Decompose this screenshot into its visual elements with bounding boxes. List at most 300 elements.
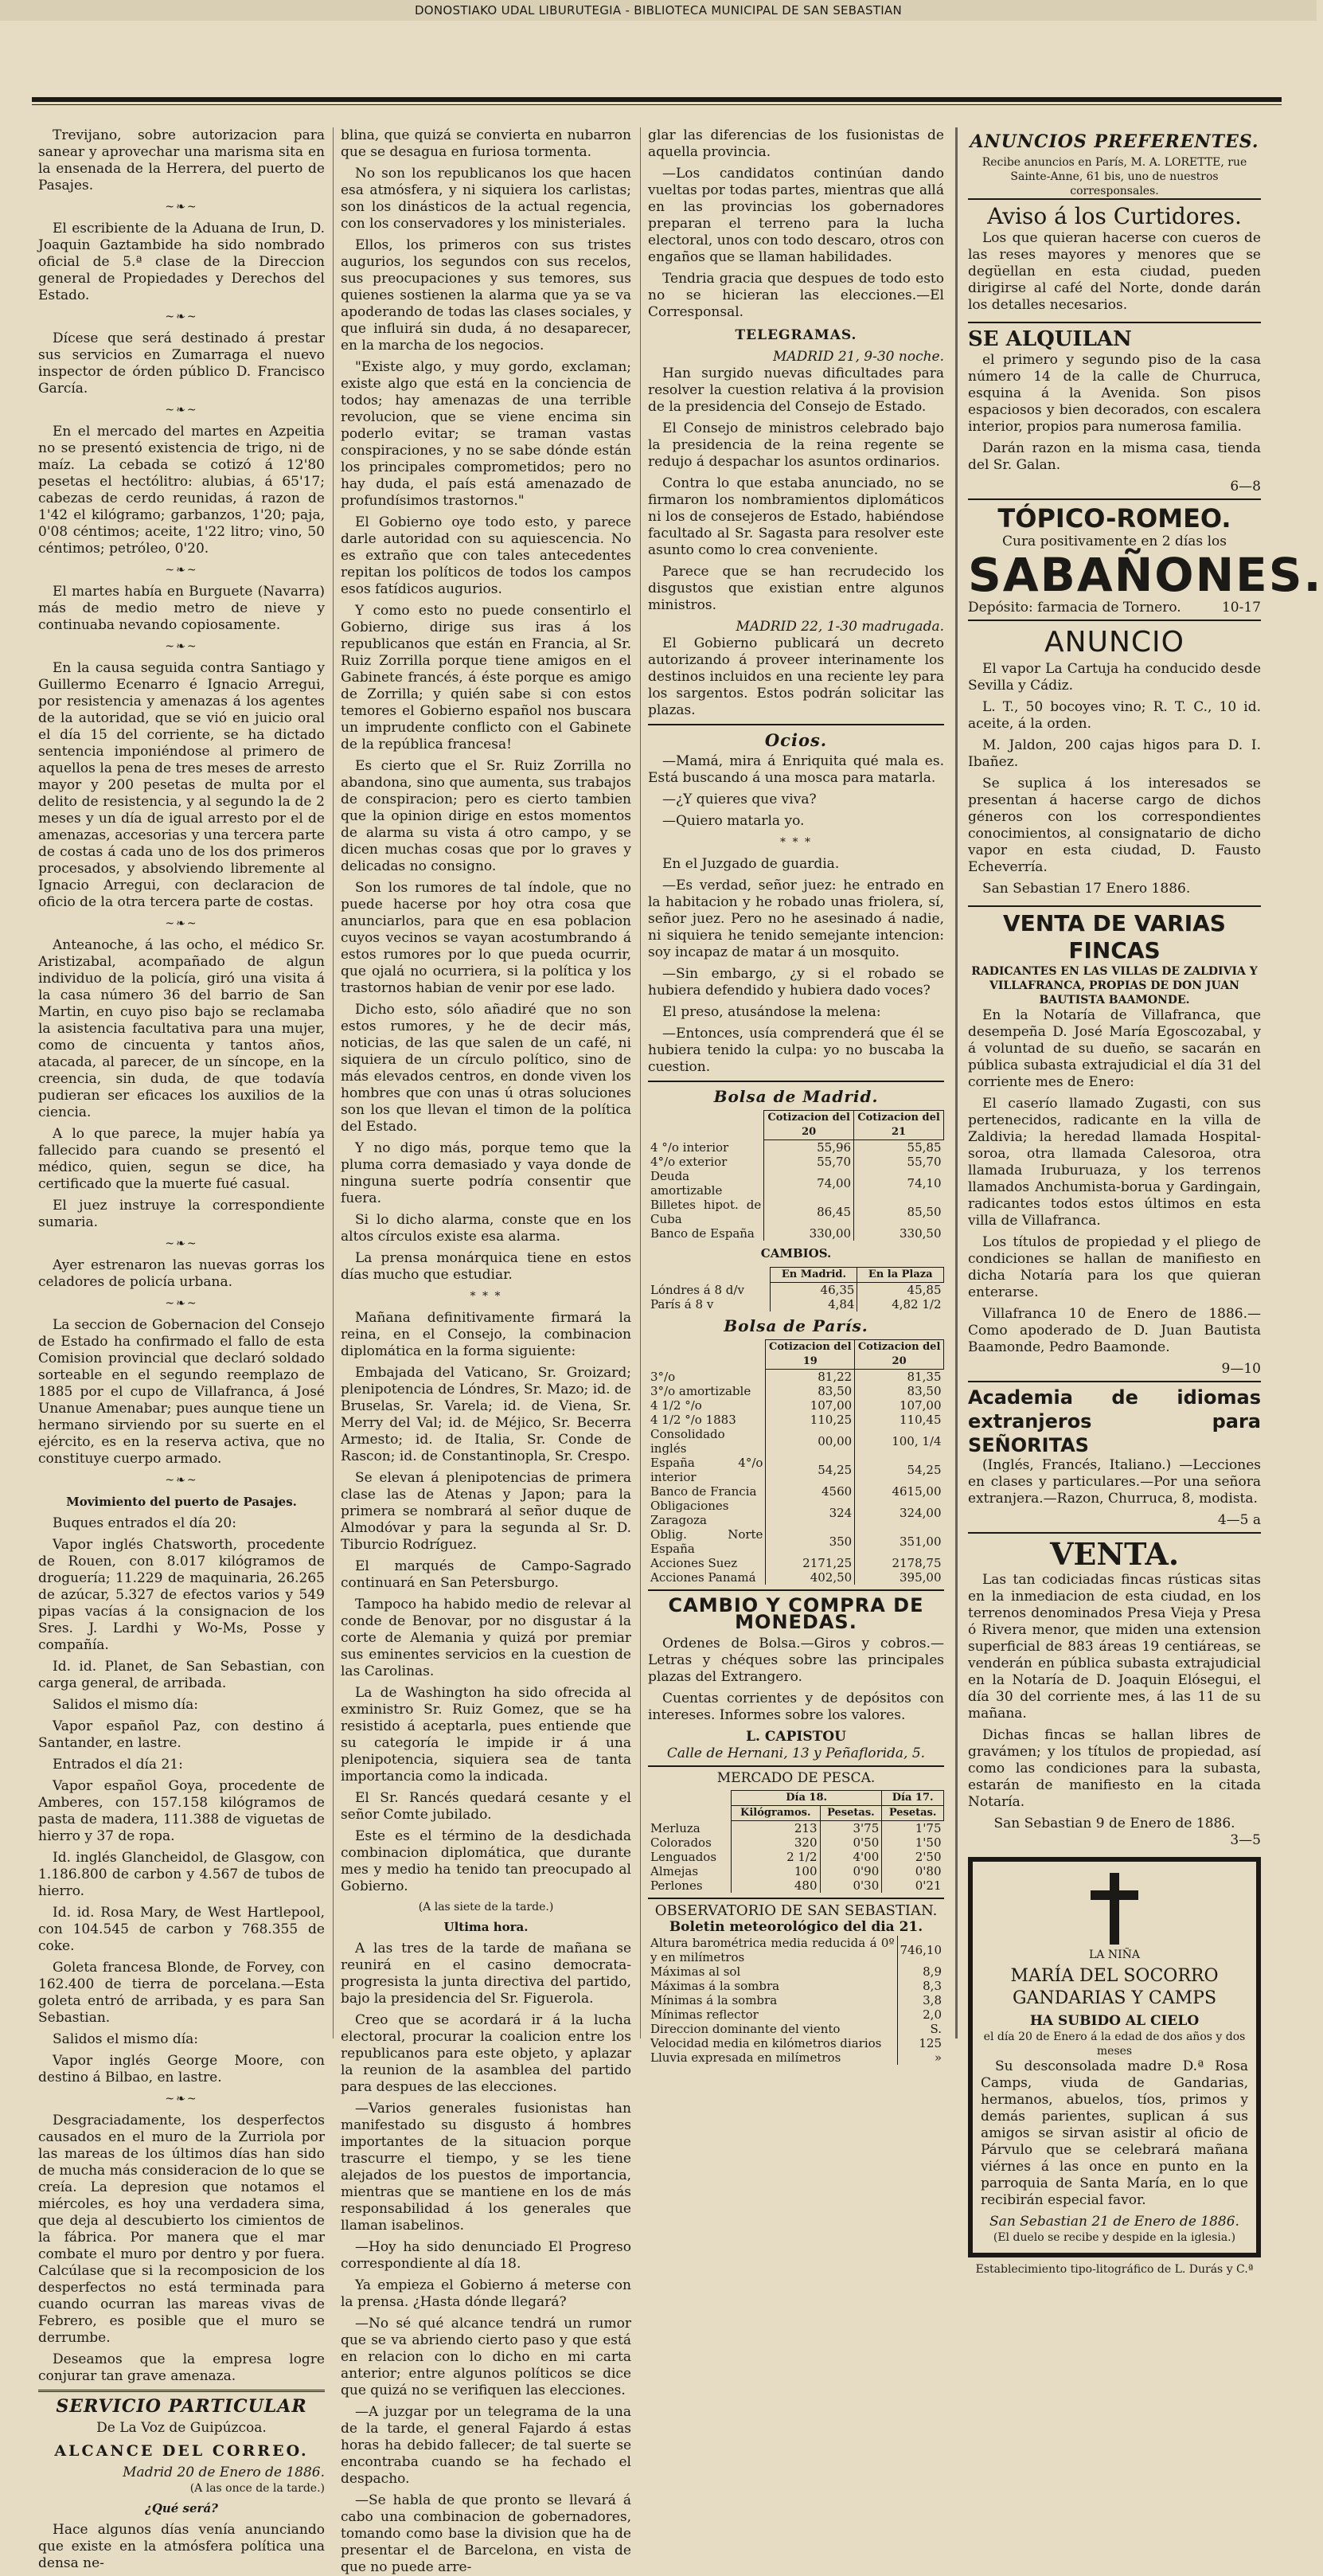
ad-text: Cura positivamente en 2 días los — [1002, 534, 1227, 549]
ad-title: TÓPICO-ROMEO. — [997, 503, 1231, 534]
separator: ~❧~ — [165, 2093, 198, 2105]
ad-ref: 9—10 — [1221, 1361, 1261, 1377]
ad-text: el primero y segundo piso de la casa número 14 de la calle de Churruca, esquina á la Avenida. Son pisos espaciosos y bien decorados, con escalera interior, propios para numerosa familia. — [968, 352, 1261, 435]
table-row — [648, 1835, 944, 1850]
table-row — [648, 1979, 944, 1993]
row-value: 330,00 — [764, 1226, 854, 1241]
dateline: MADRID 22, 1-30 madrugada. — [736, 619, 944, 635]
table-row — [648, 1936, 944, 1964]
row-value: 46,35 — [771, 1283, 857, 1298]
table-row — [648, 2036, 944, 2050]
separator: ~❧~ — [165, 917, 198, 930]
separator: ~❧~ — [165, 1237, 198, 1250]
row-value: 55,70 — [854, 1155, 944, 1169]
table-row — [648, 1398, 944, 1413]
news-paragraph: Y no digo más, porque temo que la pluma corra demasiado y vaya donde de ninguna suerte podría consentir que fuera. — [341, 1140, 631, 1206]
row-label: Oblig. Norte España — [650, 1527, 763, 1556]
row-label: Perlones — [650, 1878, 703, 1893]
obit-name: MARÍA DEL SOCORRO GANDARIAS Y CAMPS — [1010, 1966, 1219, 2008]
section-title: SERVICIO PARTICULAR — [56, 2396, 307, 2417]
ad-text: Darán razon en la misma casa, tienda del Sr. Galan. — [968, 440, 1261, 473]
row-value: 110,45 — [855, 1413, 944, 1427]
row-value: 55,70 — [764, 1155, 854, 1169]
row-value: 350 — [766, 1527, 855, 1556]
row-value: 4560 — [766, 1484, 855, 1499]
row-value: 402,50 — [766, 1570, 855, 1585]
table-row — [648, 1413, 944, 1427]
row-label: 4°/o exterior — [650, 1155, 728, 1169]
obit-text: Su desconsolada madre D.ª Rosa Camps, viuda de Gandarias, hermanos, abuelos, tíos, primos y demás parientes, suplican á sus amigos se sirvan asistir al oficio de Párvulo que se celebrará mañana viérnes á las once en punto en la parroquia de Santa María, en lo que recibirán especial favor. — [981, 2058, 1248, 2208]
row-label: Velocidad media en kilómetros diarios — [650, 2036, 882, 2050]
obit-label: HA SUBIDO AL CIELO — [1029, 2013, 1200, 2029]
section-title: OBSERVATORIO DE SAN SEBASTIAN. — [654, 1902, 938, 1919]
obituary — [968, 1857, 1261, 2257]
news-paragraph: El Gobierno publicará un decreto autorizando á proveer interinamente los destinos incluidos en una reciente ley para los sargentos. Estos podrán solicitar las plazas. — [648, 635, 944, 718]
row-value: 125 — [897, 2036, 944, 2050]
row-value: 100 — [732, 1864, 820, 1878]
row-label: Máximas á la sombra — [650, 1979, 780, 1993]
dateline: (A las siete de la tarde.) — [418, 1901, 554, 1913]
news-paragraph: —No sé qué alcance tendrá un rumor que se va abriendo cierto paso y que está en relacion con lo dicho en mi carta anterior; entre algunos políticos se dice que quizá no se verifiquen las elecciones. — [341, 2316, 631, 2398]
dateline: Madrid 20 de Enero de 1886. — [123, 2465, 325, 2480]
column-3 — [648, 127, 944, 2065]
row-label: 3°/o amortizable — [650, 1384, 751, 1398]
rule — [38, 2390, 325, 2392]
table-row — [648, 1140, 944, 1155]
column-header: Día 17. — [882, 1791, 944, 1806]
news-paragraph: En el mercado del martes en Azpeitia no se presentó existencia de trigo, ni de maíz. La cebada se cotizó á 12'80 pesetas el hectólitro: alubias, á 65'17; cabezas de cerdo reunidas, á razon de 1'42 el kilógramo; garbanzos, 1'20; paja, 0'08 céntimos; aceite, 1'22 litro; vino, 50 céntimos; petróleo, 0'20. — [38, 424, 325, 557]
news-paragraph: Se elevan á plenipotencias de primera clase las de Atenas y Japon; para la primera se nombrará al señor duque de Almodóvar y para la segunda al Sr. D. Tiburcio Rodríguez. — [341, 1470, 631, 1553]
news-paragraph: A lo que parece, la mujer había ya fallecido para cuando se presentó el médico, quien, segun se dice, ha certificado que la muerte fué casual. — [38, 1126, 325, 1192]
column-header: En la Plaza — [857, 1268, 944, 1283]
table-row — [648, 1878, 944, 1893]
news-paragraph: La seccion de Gobernacion del Consejo de Estado ha confirmado el fallo de esta Comision provincial que declaró soldado sorteable en el segundo reemplazo de 1885 por el cupo de Villafranca, á José Unanue Amenabar; pues aunque tiene un hermano sirviendo por su suerte en el ejército, es en la reserva activa, que no constituye cuerpo armado. — [38, 1317, 325, 1467]
news-paragraph: El marqués de Campo-Sagrado continuará en San Petersburgo. — [341, 1558, 631, 1591]
news-paragraph: Id. id. Planet, de San Sebastian, con carga general, de arribada. — [38, 1659, 325, 1691]
news-paragraph: Tendria gracia que despues de todo esto no se hicieran las elecciones.—El Corresponsal. — [648, 271, 944, 320]
news-paragraph: blina, que quizá se convierta en nubarron que se desagua en furiosa tormenta. — [341, 127, 631, 160]
ad-ref: 6—8 — [1230, 479, 1261, 494]
news-paragraph: Id. inglés Glancheidol, de Glasgow, con 1.186.800 de carbon y 4.567 de tubos de hierro. — [38, 1850, 325, 1899]
news-paragraph: Es cierto que el Sr. Ruiz Zorrilla no abandona, sino que aumenta, sus trabajos de conspiracion; pero es cierto tambien que la opinion dirige en estos momentos de alarma su vista á otro campo, y se dicen muchas cosas que por lo graves y delicadas no consigno. — [341, 758, 631, 874]
news-paragraph: —Se habla de que pronto se llevará á cabo una combinacion de gobernadores, tomando como base la division que ha de presentar el de Barcelona, en vista de que no puede arre- — [341, 2492, 631, 2575]
ad-name: L. CAPISTOU — [746, 1729, 846, 1745]
ad-headline: SABAÑONES. — [968, 548, 1323, 602]
ad-ref: 3—5 — [1230, 1832, 1261, 1848]
row-value: 54,25 — [855, 1456, 944, 1484]
news-paragraph: "Existe algo, y muy gordo, exclaman; existe algo que está en la conciencia de todos; hay amenazas de una terrible revolucion, que se viene encima sin poderlo evitar; se traman vastas conspiraciones, y no se sabe dónde están los principales comprometidos; pero no hay duda, el país está amenazado de profundísimos trastornos." — [341, 359, 631, 509]
news-paragraph: Desgraciadamente, los desperfectos causados en el muro de la Zurriola por las mareas de los últimos días han sido de mucha más consideracion de lo que se creía. La depresion que notamos el miércoles, es hoy una verdadera sima, que deja al descubierto los cimientos de la fábrica. Por manera que el mar combate el muro por dentro y por fuera. Calcúlase que si la recomposicion de los desperfectos no está terminada para cuando ocurran las mareas vivas de Febrero, es posible que el muro se derrumbe. — [38, 2113, 325, 2346]
table-row — [648, 1864, 944, 1878]
table-row — [648, 2007, 944, 2022]
news-paragraph: Y como esto no puede consentirlo el Gobierno, dirige sus iras á los republicanos que están en Francia, al Sr. Ruiz Zorrilla porque tiene amigos en el Gabinete francés, á éste porque es amigo de Zorrilla; y quién sabe si con estos temores el Gobierno español nos buscara un imprudente conflicto con el Gabinete de la república francesa! — [341, 603, 631, 752]
news-paragraph: En el Juzgado de guardia. — [662, 856, 840, 872]
row-label: Banco de España — [650, 1226, 755, 1241]
row-value: 0'21 — [882, 1878, 944, 1893]
row-value: 107,00 — [766, 1398, 855, 1413]
table-row — [648, 1484, 944, 1499]
section-title: ¿Qué será? — [145, 2501, 218, 2515]
ad-text: Cuentas corrientes y de depósitos con intereses. Informes sobre los valores. — [648, 1691, 944, 1723]
separator: ~❧~ — [165, 311, 198, 323]
ad-text: Se suplica á los interesados se presentan á hacerse cargo de dichos géneros con los correspondientes conocimientos, al consignatario de dicho vapor en esta ciudad, D. Fausto Echeverría. — [968, 776, 1261, 875]
news-paragraph: Contra lo que estaba anunciado, no se firmaron los nombramientos diplomáticos ni los de consejeros de Estado, habiéndose facultado al Sr. Sagasta para resolver este asunto como lo crea conveniente. — [648, 475, 944, 558]
top-rule — [32, 97, 1282, 102]
obit-label: LA NIÑA — [1089, 1949, 1140, 1961]
section-title: TELEGRAMAS. — [735, 327, 857, 343]
dateline: (A las once de la tarde.) — [189, 2482, 325, 2495]
news-paragraph: Vapor español Goya, procedente de Amberes, con 157.158 kilógramos de pasta de madera, 111.388 de viguetas de hierro y 37 de ropa. — [38, 1778, 325, 1844]
section-subtitle: De La Voz de Guipúzcoa. — [96, 2420, 267, 2436]
news-paragraph: Ayer estrenaron las nuevas gorras los celadores de policía urbana. — [38, 1257, 325, 1290]
news-paragraph: El Sr. Rancés quedará cesante y el señor Comte jubilado. — [341, 1790, 631, 1823]
news-paragraph: Salidos el mismo día: — [53, 2031, 199, 2047]
ad-title: SE ALQUILAN — [968, 327, 1132, 351]
ad-text: El caserío llamado Zugasti, con sus pertenecidos, radicante en la villa de Zaldivia; la heredad llamada Hospital-soroa, otra llamada Calesoroa, otra llamada Iruburuaza, y los terrenos llamados Anchumista-borua y Gardingain, radicantes todos estos últimos en esta villa de Villafranca. — [968, 1096, 1261, 1229]
table-row — [648, 1993, 944, 2007]
row-value: 0'90 — [820, 1864, 882, 1878]
news-paragraph: A las tres de la tarde de mañana se reunirá en el casino democrata-progresista la junta directiva del partido, bajo la presidencia del Sr. Figuerola. — [341, 1941, 631, 2007]
separator: ~❧~ — [165, 640, 198, 653]
news-paragraph: Dicho esto, sólo añadiré que no son estos rumores, y he de decir más, noticias, de las que salen de un café, ni siquiera de un círculo político, sino de más elevados centros, en donde viven los hombres que con unas ú otras soluciones son los que llevan el timon de la política del Estado. — [341, 1002, 631, 1135]
row-label: 4 °/o interior — [650, 1139, 729, 1155]
news-paragraph: —Entonces, usía comprenderá que él se hubiera tenido la culpa: yo no buscaba la cuestion. — [648, 1026, 944, 1075]
table-row — [648, 1499, 944, 1527]
news-paragraph: El martes había en Burguete (Navarra) más de medio metro de nieve y continuaba nevando copiosamente. — [38, 584, 325, 633]
table-row — [648, 1198, 944, 1226]
ad-text: Dichas fincas se hallan libres de gravámen; y los títulos de propiedad, así como las condiciones para la subasta, estarán de manifiesto en la citada Notaría. — [968, 1727, 1261, 1810]
ad-ref: 10-17 — [1221, 600, 1261, 616]
row-value: 107,00 — [855, 1398, 944, 1413]
row-value: 2'50 — [882, 1850, 944, 1864]
ad-address: Calle de Hernani, 13 y Peñaflorida, 5. — [666, 1745, 926, 1761]
ad-text: L. T., 50 bocoyes vino; R. T. C., 10 id. aceite, á la orden. — [968, 699, 1261, 732]
column-header: Kilógramos. — [732, 1806, 820, 1821]
news-paragraph: La prensa monárquica tiene en estos días mucho que estudiar. — [341, 1250, 631, 1283]
row-value: 55,96 — [764, 1140, 854, 1155]
obit-text: el día 20 de Enero á la edad de dos años y dos meses — [983, 2031, 1246, 2058]
row-value: 54,25 — [766, 1456, 855, 1484]
column-divider — [640, 127, 641, 2039]
ad-fincas — [968, 905, 1261, 1381]
ad-title: Academia de idiomas extranjeros para SEÑORITAS — [968, 1386, 1261, 1456]
ad-text: En la Notaría de Villafranca, que desempeña D. José María Egoscozabal, y á voluntad de su dueño, se sacarán en pública subasta extrajudicial el día 31 del corriente mes de Enero: — [968, 1007, 1261, 1090]
table-row — [648, 2050, 944, 2065]
news-paragraph: La de Washington ha sido ofrecida al exministro Sr. Ruiz Gomez, que se ha resistido á aceptarla, pues entiende que su categoría le impide ir á una plenipotencia, siquiera sea de tanta importancia como la indicada. — [341, 1685, 631, 1784]
row-value: 213 — [732, 1821, 820, 1836]
column-header: Pesetas. — [882, 1806, 944, 1821]
ad-text: Los títulos de propiedad y el pliego de condiciones se hallan de manifiesto en dicha Notaría para los que quieran enterarse. — [968, 1234, 1261, 1300]
row-value: 4,82 1/2 — [857, 1297, 944, 1311]
row-value: 2178,75 — [855, 1556, 944, 1570]
news-paragraph: No son los republicanos los que hacen esa atmósfera, y ni siquiera los carlistas; son los dinásticos de la actual regencia, con los conservadores y los ministeriales. — [341, 166, 631, 232]
table-row — [648, 1821, 944, 1836]
separator: * * * — [780, 836, 812, 849]
news-paragraph: Embajada del Vaticano, Sr. Groizard; plenipotencia de Lóndres, Sr. Mazo; id. de Bruselas, Sr. Varela; id. de Viena, Sr. Merry del Val; id. de Méjico, Sr. Becerra Armesto; id. de Italia, Sr. Conde de Rascon; id. de Constantinopla, Sr. Crespo. — [341, 1365, 631, 1464]
section-subtitle: Boletin meteorológico del dia 21. — [669, 1919, 923, 1935]
news-paragraph: Vapor inglés Chatsworth, procedente de Rouen, con 8.017 kilógramos de droguería; 11.229 de maquinaria, 26.265 de azúcar, 5.327 de efectos varios y 549 pipas vacías á la consignacion de los Sres. J. Lardhi y Wo-Ms, Posse y compañía. — [38, 1537, 325, 1653]
table-row — [648, 1456, 944, 1484]
news-paragraph: —¿Y quieres que viva? — [662, 792, 817, 807]
printer-credit: Establecimiento tipo-litográfico de L. Durás y C.ª — [975, 2263, 1254, 2276]
ad-alquilan — [968, 322, 1261, 498]
ad-anuncio — [968, 620, 1261, 905]
obit-text: (El duelo se recibe y despide en la iglesia.) — [993, 2231, 1236, 2244]
row-label: Banco de Francia — [650, 1484, 757, 1499]
row-label: 4 1/2 °/o — [650, 1398, 702, 1413]
row-label: Acciones Panamá — [650, 1570, 756, 1585]
ad-date: San Sebastian 17 Enero 1886. — [982, 881, 1191, 897]
obit-date: San Sebastian 21 de Enero de 1886. — [989, 2214, 1239, 2230]
news-paragraph: Anteanoche, á las ocho, el médico Sr. Aristizabal, acompañado de algun individuo de la policía, giró una visita á la casa número 36 del barrio de San Martin, en cuyo piso bajo se reclamaba la asistencia facultativa para una mujer, como de cincuenta y tantos años, atacada, al parecer, de un síncope, en la creencia, sin duda, de que todavía pudieran ser eficaces los auxilios de la ciencia. — [38, 937, 325, 1120]
table-row — [648, 1384, 944, 1398]
news-paragraph: —Sin embargo, ¿y si el robado se hubiera defendido y hubiera dado voces? — [648, 966, 944, 999]
row-label: Deuda amortizable — [650, 1169, 723, 1198]
section-title: CAMBIOS. — [760, 1246, 832, 1261]
ad-topico — [968, 498, 1323, 620]
news-paragraph: Deseamos que la empresa logre conjurar tan grave amenaza. — [38, 2351, 325, 2384]
separator: ~❧~ — [165, 404, 198, 416]
table-row — [648, 1427, 944, 1456]
row-label: Merluza — [650, 1820, 701, 1835]
news-paragraph: Goleta francesa Blonde, de Forvey, con 162.400 de tierra de porcelana.—Esta goleta entró de arribada, y es para San Sebastian. — [38, 1960, 325, 2026]
row-value: 74,00 — [764, 1169, 854, 1198]
row-label: Mínimas reflector — [650, 2007, 759, 2022]
separator: * * * — [470, 1290, 502, 1303]
row-value: 0'80 — [882, 1864, 944, 1878]
column-header: Cotizacion del 19 — [766, 1340, 855, 1370]
news-paragraph: El preso, atusándose la melena: — [662, 1004, 881, 1020]
news-paragraph: El Gobierno oye todo esto, y parece darle autoridad con su aquiescencia. No es extraño que con tales antecedentes repitan los políticos de todos los campos esos fatídicos augurios. — [341, 514, 631, 597]
section-title: Ocios. — [764, 730, 828, 750]
ad-text: Villafranca 10 de Enero de 1886.—Como apoderado de D. Juan Bautista Baamonde, Pedro Baamonde. — [968, 1306, 1261, 1355]
table-row — [648, 1850, 944, 1864]
table-row — [648, 1155, 944, 1169]
bolsa-madrid-table — [648, 1110, 944, 1241]
ad-title: VENTA DE VARIAS FINCAS — [1003, 910, 1226, 964]
rule — [648, 1765, 944, 1767]
table-row — [648, 2022, 944, 2036]
news-paragraph: Mañana definitivamente firmará la reina, en el Consejo, la combinacion diplomática en la forma siguiente: — [341, 1310, 631, 1359]
row-label: Billetes hipot. de Cuba — [650, 1198, 762, 1226]
row-label: Acciones Suez — [650, 1556, 738, 1570]
row-value: 1'50 — [882, 1835, 944, 1850]
ad-date: San Sebastian 9 de Enero de 1886. — [993, 1816, 1235, 1831]
observatorio-table — [648, 1936, 944, 2065]
row-value: 83,50 — [766, 1384, 855, 1398]
news-paragraph: glar las diferencias de los fusionistas de aquella provincia. — [648, 127, 944, 160]
row-value: 320 — [732, 1835, 820, 1850]
news-paragraph: Parece que se han recrudecido los disgustos que existian entre algunos ministros. — [648, 564, 944, 613]
row-label: Mínimas á la sombra — [650, 1993, 778, 2007]
row-value: 480 — [732, 1878, 820, 1893]
news-paragraph: Ya empieza el Gobierno á meterse con la prensa. ¿Hasta dónde llegará? — [341, 2277, 631, 2310]
column-divider — [333, 127, 334, 2039]
row-label: 3°/o — [650, 1369, 676, 1384]
column-header: Cotizacion del 20 — [764, 1111, 854, 1140]
row-label: Lenguados — [650, 1850, 717, 1864]
ad-text: Depósito: farmacia de Tornero. — [968, 600, 1181, 616]
section-title: ANUNCIOS PREFERENTES. — [970, 131, 1259, 152]
cambios-table — [648, 1267, 944, 1311]
ad-venta — [968, 1532, 1261, 1852]
table-row — [648, 1169, 944, 1198]
row-value: 330,50 — [854, 1226, 944, 1241]
row-value: 395,00 — [855, 1570, 944, 1585]
library-header: DONOSTIAKO UDAL LIBURUTEGIA - BIBLIOTECA MUNICIPAL DE SAN SEBASTIAN — [0, 0, 1317, 21]
row-value: 85,50 — [854, 1198, 944, 1226]
row-value: 351,00 — [855, 1527, 944, 1556]
row-value: 3'75 — [820, 1821, 882, 1836]
row-value: 00,00 — [766, 1427, 855, 1456]
row-label: Altura barométrica media reducida á 0º y en milímetros — [650, 1936, 895, 1964]
row-value: 2,0 — [897, 2007, 944, 2022]
news-paragraph: —Mamá, mira á Enriquita qué mala es. Está buscando á una mosca para matarla. — [648, 753, 944, 786]
row-value: 3,8 — [897, 1993, 944, 2007]
bolsa-paris-table — [648, 1339, 944, 1585]
row-value: 1'75 — [882, 1821, 944, 1836]
row-value: 81,35 — [855, 1370, 944, 1385]
news-paragraph: Este es el término de la desdichada combinacion diplomática, que durante mes y medio ha tenido tan preocupado al Gobierno. — [341, 1828, 631, 1894]
news-paragraph: —Quiero matarla yo. — [662, 813, 805, 829]
news-paragraph: Id. id. Rosa Mary, de West Hartlepool, con 104.545 de carbon y 768.355 de coke. — [38, 1905, 325, 1954]
row-label: 4 1/2 °/o 1883 — [650, 1413, 736, 1427]
ad-text: Recibe anuncios en París, M. A. LORETTE, rue Sainte-Anne, 61 bis, uno de nuestros corresponsales. — [982, 156, 1247, 197]
rule — [648, 724, 944, 725]
row-value: 324 — [766, 1499, 855, 1527]
column-2 — [341, 127, 631, 2575]
separator: ~❧~ — [165, 1474, 198, 1487]
rule — [648, 1589, 944, 1591]
news-paragraph: Trevijano, sobre autorizacion para sanear y aprovechar una marisma sita en la ensenada de la Herrera, del puerto de Pasajes. — [38, 127, 325, 193]
dateline: MADRID 21, 9-30 noche. — [772, 349, 944, 365]
row-value: 45,85 — [857, 1283, 944, 1298]
news-paragraph: Dícese que será destinado á prestar sus servicios en Zumarraga el nuevo inspector de órden público D. Francisco García. — [38, 330, 325, 397]
separator: ~❧~ — [165, 1297, 198, 1310]
news-paragraph: Han surgido nuevas dificultades para resolver la cuestion relativa á la provision de la presidencia del Consejo de Estado. — [648, 365, 944, 415]
separator: ~❧~ — [165, 564, 198, 577]
column-header: Cotizacion del 21 — [854, 1111, 944, 1140]
row-value: 83,50 — [855, 1384, 944, 1398]
table-row — [648, 1527, 944, 1556]
row-value: 0'30 — [820, 1878, 882, 1893]
column-header: Día 18. — [732, 1791, 882, 1806]
table-row — [648, 1297, 944, 1311]
row-value: 4,84 — [771, 1297, 857, 1311]
section-title: Ultima hora. — [443, 1920, 529, 1934]
row-label: Máximas al sol — [650, 1964, 741, 1979]
news-paragraph: —Hoy ha sido denunciado El Progreso correspondiente al día 18. — [341, 2239, 631, 2272]
row-value: 86,45 — [764, 1198, 854, 1226]
row-value: 81,22 — [766, 1370, 855, 1385]
separator: ~❧~ — [165, 201, 198, 213]
row-value: 100, 1/4 — [855, 1427, 944, 1456]
cross-icon — [1091, 1873, 1138, 1945]
ad-ref: 4—5 a — [1217, 1512, 1261, 1528]
news-paragraph: Si lo dicho alarma, conste que en los altos círculos existe esa alarma. — [341, 1212, 631, 1245]
news-paragraph: Buques entrados el día 20: — [53, 1515, 236, 1531]
row-label: Direccion dominante del viento — [650, 2022, 841, 2036]
row-value: 746,10 — [897, 1936, 944, 1964]
row-value: » — [897, 2050, 944, 2065]
ad-title: CAMBIO Y COMPRA DE MONEDAS. — [668, 1594, 924, 1633]
news-paragraph: Vapor inglés George Moore, con destino á Bilbao, en lastre. — [38, 2053, 325, 2085]
ad-text: Los que quieran hacerse con cueros de las reses mayores y menores que se degüellan en esta ciudad, pueden dirigirse al café del Norte, donde darán los detalles necesarios. — [968, 230, 1261, 313]
section-title: MERCADO DE PESCA. — [716, 1770, 876, 1786]
row-label: París á 8 v — [650, 1297, 714, 1311]
row-value: S. — [897, 2022, 944, 2036]
row-label: Colorados — [650, 1835, 712, 1850]
ad-text: Las tan codiciadas fincas rústicas sitas en la inmediacion de esta ciudad, en los terrenos denominados Presa Vieja y Presa ó Rivera menor, que miden una extension superficial de 883 áreas 19 centiáreas, se venderán en pública subasta extrajudicial en la Notaría de D. Joaquin Elósegui, el día 30 del corriente mes, á las 11 de su mañana. — [968, 1572, 1261, 1722]
section-title: Bolsa de Madrid. — [713, 1087, 879, 1106]
row-value: 324,00 — [855, 1499, 944, 1527]
table-row — [648, 1570, 944, 1585]
row-value: 2171,25 — [766, 1556, 855, 1570]
news-paragraph: Creo que se acordará ir á la lucha electoral, procurar la coalicion entre los republicanos para este objeto, y aplazar la reunion de la asamblea del partido para despues de las elecciones. — [341, 2012, 631, 2095]
news-paragraph: —Varios generales fusionistas han manifestado su disgusto á hombres importantes de la situacion porque trascurre el tiempo, y se les tiene alejados de los puestos de importancia, mientras que se mantiene en los de más responsabilidad á los generales que llaman isabelinos. — [341, 2101, 631, 2234]
row-label: Obligaciones Zaragoza — [650, 1499, 729, 1527]
news-paragraph: Vapor español Paz, con destino á Santander, en lastre. — [38, 1718, 325, 1751]
news-paragraph: Son los rumores de tal índole, que no puede hacerse por hoy otra cosa que anunciarlos, para que en esa poblacion cuyos vecinos se vayan acostumbrando á estos rumores por lo que pueda ocurrir, que ojalá no ocurriera, si la política y los trastornos habian de venir por ese lado. — [341, 880, 631, 996]
row-value: 74,10 — [854, 1169, 944, 1198]
news-paragraph: —A juzgar por un telegrama de la una de la tarde, el general Fajardo á estas horas ha debido fallecer; de tal suerte se encontraba cuando se ha fechado el despacho. — [341, 2404, 631, 2487]
ad-title: ANUNCIO — [1044, 626, 1184, 659]
table-row — [648, 1964, 944, 1979]
row-label: Almejas — [650, 1864, 699, 1878]
ad-text: (Inglés, Francés, Italiano.) —Lecciones en clases y particulares.—Por una señora extranjera.—Razon, Churruca, 8, modista. — [968, 1457, 1261, 1507]
news-paragraph: Entrados el día 21: — [53, 1757, 183, 1773]
rule — [648, 1081, 944, 1082]
row-value: 0'50 — [820, 1835, 882, 1850]
row-label: Lóndres á 8 d/v — [650, 1282, 744, 1297]
news-paragraph: —Es verdad, señor juez: he entrado en la habitacion y he robado unas friolera, sí, señor juez. Pero no he asesinado á nadie, ni siquiera he tenido semejante intencion: soy incapaz de matar á un mosquito. — [648, 878, 944, 960]
row-value: 2 1/2 — [732, 1850, 820, 1864]
news-paragraph: El Consejo de ministros celebrado bajo la presidencia de la reina regente se redujo á despachar los asuntos ordinarios. — [648, 420, 944, 470]
row-value: 110,25 — [766, 1413, 855, 1427]
column-4 — [968, 127, 1323, 2276]
rule — [648, 1898, 944, 1899]
news-paragraph: —Los candidatos continúan dando vueltas por todas partes, mientras que allá en las provincias los gobernadores preparan el terreno para la lucha electoral, unos con todo descaro, otros con engaños que se llaman habilidades. — [648, 166, 944, 265]
row-value: 55,85 — [854, 1140, 944, 1155]
row-label: Consolidado inglés — [650, 1427, 725, 1456]
ad-curtidores — [968, 198, 1261, 322]
row-value: 8,9 — [897, 1964, 944, 1979]
top-rule-thin — [32, 104, 1282, 105]
ad-title: VENTA. — [1049, 1536, 1180, 1572]
row-value: 4'00 — [820, 1850, 882, 1864]
news-paragraph: Tampoco ha habido medio de relevar al conde de Benovar, por no disgustar á la corte de Alemania y quizá por premiar sus eminentes servicios en la cuestion de las Carolinas. — [341, 1597, 631, 1679]
row-label: España 4°/o interior — [650, 1456, 763, 1484]
table-row — [648, 1556, 944, 1570]
ad-subtitle: RADICANTES EN LAS VILLAS DE ZALDIVIA Y VILLAFRANCA, PROPIAS DE DON JUAN BAUTISTA BAAMONDE. — [971, 965, 1258, 1007]
ad-text: M. Jaldon, 200 cajas higos para D. I. Ibañez. — [968, 737, 1261, 770]
column-header: Cotizacion del 20 — [855, 1340, 944, 1370]
ad-text: El vapor La Cartuja ha conducido desde Sevilla y Cádiz. — [968, 661, 1261, 694]
column-header: Pesetas. — [820, 1806, 882, 1821]
column-header: En Madrid. — [771, 1268, 857, 1283]
news-paragraph: El escribiente de la Aduana de Irun, D. Joaquin Gaztambide ha sido nombrado oficial de 5.ª clase de la Direccion general de Propiedades y Derechos del Estado. — [38, 221, 325, 303]
column-1 — [38, 127, 325, 2571]
row-label: Lluvia expresada en milímetros — [650, 2050, 841, 2065]
table-row — [648, 1226, 944, 1241]
section-title: Movimiento del puerto de Pasajes. — [66, 1495, 297, 1509]
news-paragraph: Ellos, los primeros con sus tristes augurios, los segundos con sus recelos, sus preocupaciones y sus temores, sus quienes sostienen la alarma que ya se va apoderando de todas las clases sociales, y que influirá sin duda, á no desaparecer, en la marcha de los negocios. — [341, 237, 631, 354]
pesca-table — [648, 1790, 944, 1893]
section-title: Bolsa de París. — [724, 1316, 868, 1335]
ad-academia — [968, 1381, 1261, 1532]
news-paragraph: El juez instruye la correspondiente sumaria. — [38, 1198, 325, 1230]
table-row — [648, 1370, 944, 1385]
